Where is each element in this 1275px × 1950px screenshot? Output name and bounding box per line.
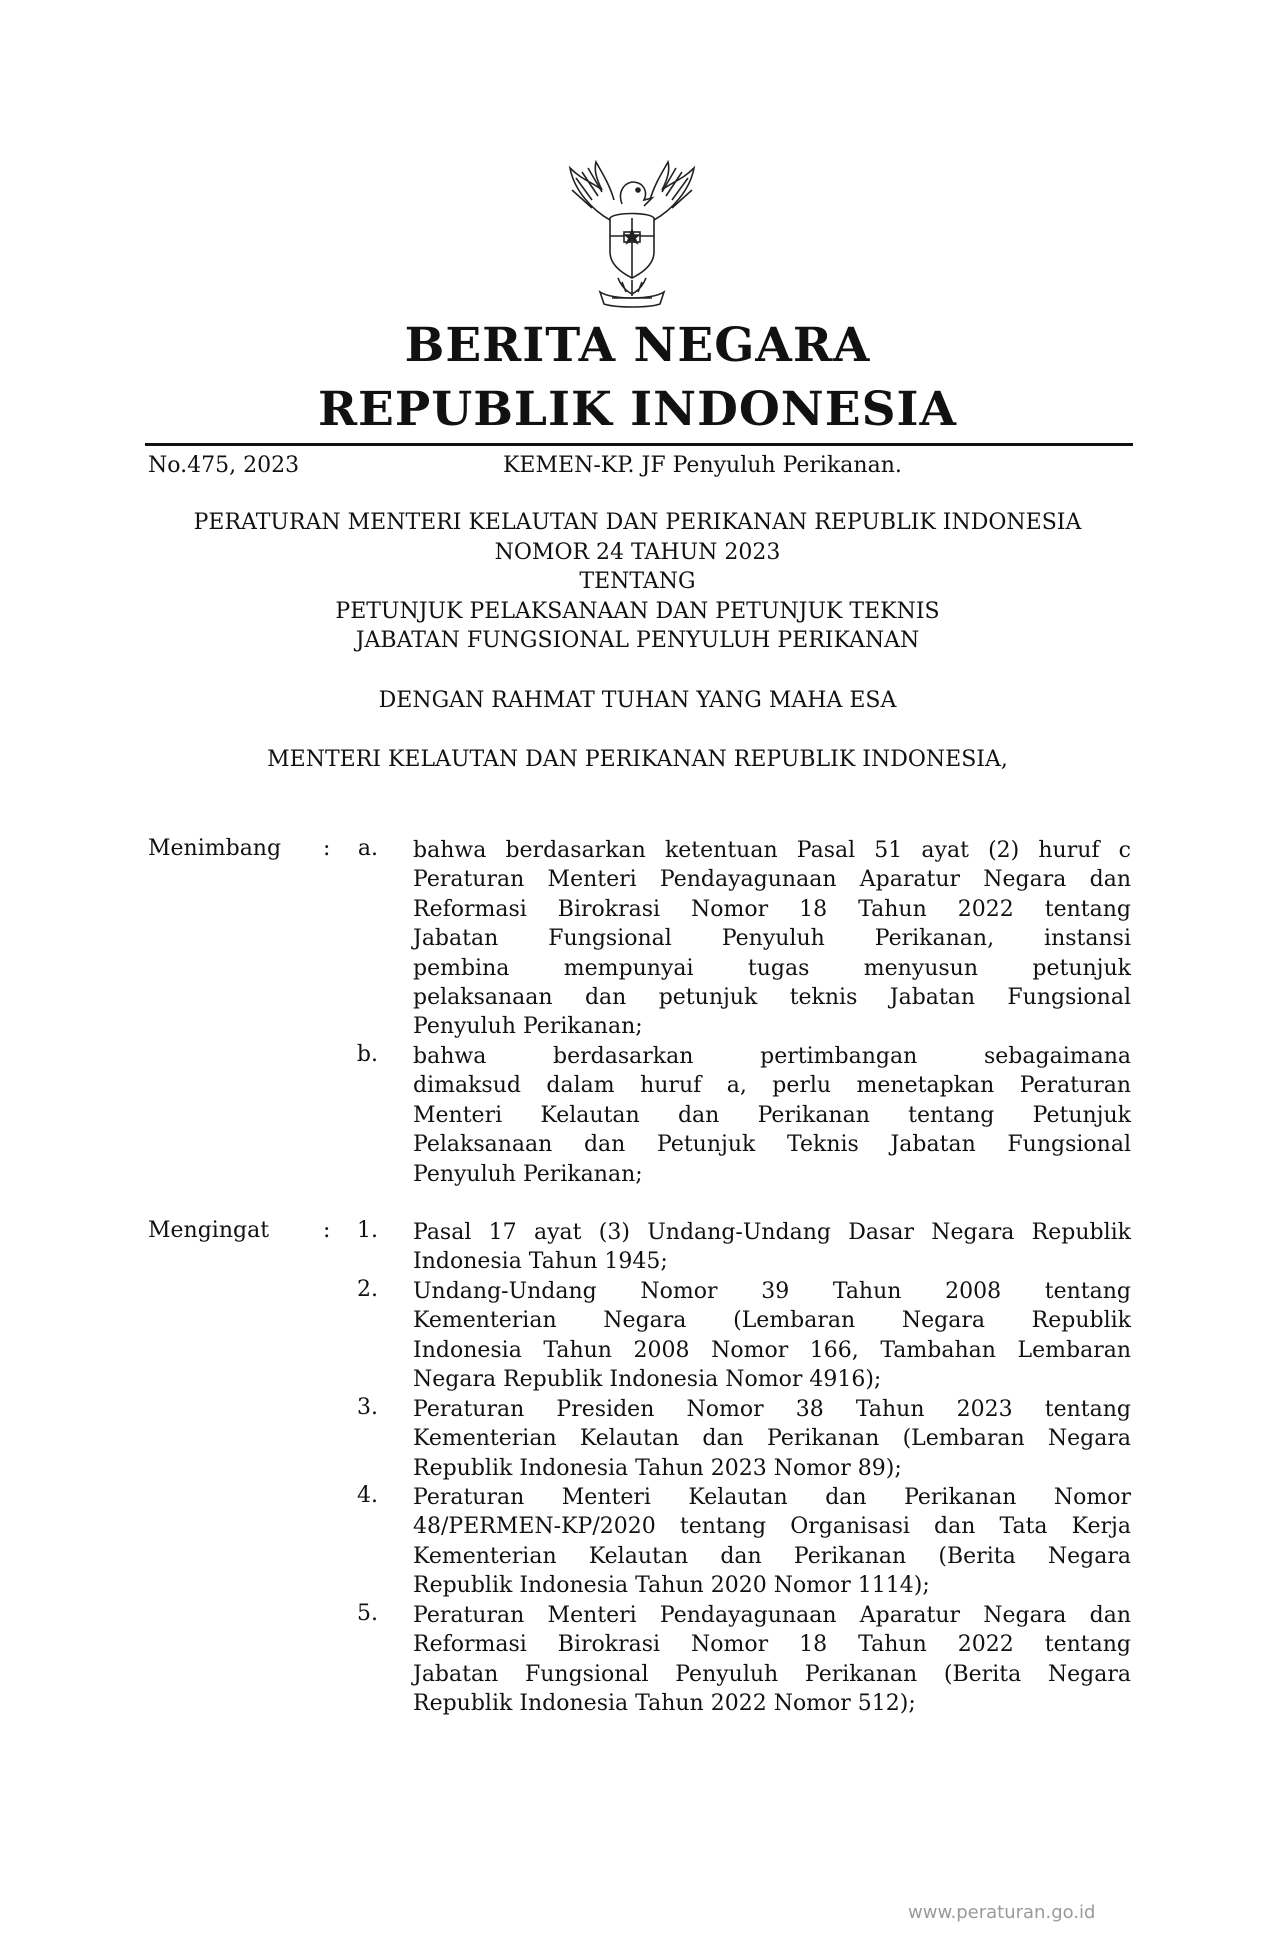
item-line: Kementerian Negara (Lembaran Negara Republik bbox=[413, 1308, 1131, 1334]
item-line: Peraturan Presiden Nomor 38 Tahun 2023 tentang bbox=[413, 1397, 1131, 1422]
item-line: 48/PERMEN-KP/2020 tentang Organisasi dan Tata Kerja bbox=[413, 1514, 1131, 1540]
gazette-subtitle: REPUBLIK INDONESIA bbox=[317, 382, 957, 437]
item-line: Reformasi Birokrasi Nomor 18 Tahun 2022 tentang bbox=[413, 1632, 1131, 1658]
regulation-tentang: TENTANG bbox=[579, 569, 696, 594]
mengingat-colon: : bbox=[323, 1218, 331, 1243]
mengingat-item-2 bbox=[413, 1277, 1131, 1395]
item-line: Kementerian Kelautan dan Perikanan (Lembaran Negara bbox=[413, 1426, 1131, 1452]
item-line: Pasal 17 ayat (3) Undang-Undang Dasar Negara Republik bbox=[413, 1220, 1131, 1245]
gazette-topic: KEMEN-KP. JF Penyuluh Perikanan. bbox=[503, 453, 902, 478]
menimbang-colon: : bbox=[323, 836, 331, 861]
item-line: Penyuluh Perikanan; bbox=[413, 1161, 643, 1187]
list-marker: a. bbox=[357, 836, 378, 861]
mengingat-item-4 bbox=[413, 1483, 1131, 1601]
item-line: bahwa berdasarkan ketentuan Pasal 51 ayat (2) huruf c bbox=[413, 838, 1131, 863]
list-marker: 3. bbox=[357, 1395, 378, 1420]
regulation-subject-line: JABATAN FUNGSIONAL PENYULUH PERIKANAN bbox=[355, 628, 920, 653]
invocation: DENGAN RAHMAT TUHAN YANG MAHA ESA bbox=[378, 688, 897, 713]
item-line: Republik Indonesia Tahun 2023 Nomor 89); bbox=[413, 1455, 902, 1481]
item-line: Jabatan Fungsional Penyuluh Perikanan (Berita Negara bbox=[413, 1661, 1131, 1687]
item-line: Undang-Undang Nomor 39 Tahun 2008 tentang bbox=[413, 1279, 1131, 1304]
item-line: pelaksanaan dan petunjuk teknis Jabatan Fungsional bbox=[413, 985, 1131, 1011]
regulation-number: NOMOR 24 TAHUN 2023 bbox=[494, 540, 781, 565]
item-line: bahwa berdasarkan pertimbangan sebagaimana bbox=[413, 1044, 1131, 1069]
source-url-watermark: www.peraturan.go.id bbox=[908, 1902, 1096, 1923]
garuda-emblem-icon bbox=[552, 160, 712, 312]
item-line: Peraturan Menteri Kelautan dan Perikanan Nomor bbox=[413, 1485, 1131, 1510]
item-line: Negara Republik Indonesia Nomor 4916); bbox=[413, 1367, 882, 1393]
item-line: Republik Indonesia Tahun 2022 Nomor 512); bbox=[413, 1691, 916, 1717]
item-line: Jabatan Fungsional Penyuluh Perikanan, instansi bbox=[413, 926, 1131, 952]
minister-heading: MENTERI KELAUTAN DAN PERIKANAN REPUBLIK INDONESIA, bbox=[267, 747, 1008, 772]
item-line: dimaksud dalam huruf a, perlu menetapkan Peraturan bbox=[413, 1073, 1131, 1099]
gazette-number: No.475, 2023 bbox=[148, 453, 300, 478]
gazette-title: BERITA NEGARA bbox=[404, 318, 871, 373]
item-line: Indonesia Tahun 2008 Nomor 166, Tambahan Lembaran bbox=[413, 1337, 1131, 1363]
list-marker: 4. bbox=[357, 1483, 378, 1508]
mengingat-item-5 bbox=[413, 1601, 1131, 1719]
header-divider bbox=[145, 443, 1133, 446]
mengingat-item-3 bbox=[413, 1395, 1131, 1483]
mengingat-item-1 bbox=[413, 1218, 1131, 1277]
menimbang-item-b bbox=[413, 1042, 1131, 1189]
list-marker: 2. bbox=[357, 1277, 378, 1302]
item-line: Peraturan Menteri Pendayagunaan Aparatur Negara dan bbox=[413, 867, 1131, 893]
list-marker: 1. bbox=[357, 1218, 378, 1243]
list-marker: 5. bbox=[357, 1601, 378, 1626]
item-line: Peraturan Menteri Pendayagunaan Aparatur Negara dan bbox=[413, 1603, 1131, 1628]
item-line: Kementerian Kelautan dan Perikanan (Berita Negara bbox=[413, 1543, 1131, 1569]
item-line: Pelaksanaan dan Petunjuk Teknis Jabatan Fungsional bbox=[413, 1132, 1131, 1158]
item-line: Penyuluh Perikanan; bbox=[413, 1014, 643, 1040]
item-line: Reformasi Birokrasi Nomor 18 Tahun 2022 tentang bbox=[413, 896, 1131, 922]
item-line: pembina mempunyai tugas menyusun petunjuk bbox=[413, 955, 1131, 981]
menimbang-label: Menimbang bbox=[148, 836, 282, 861]
item-line: Republik Indonesia Tahun 2020 Nomor 1114); bbox=[413, 1573, 930, 1599]
regulation-title-line: PERATURAN MENTERI KELAUTAN DAN PERIKANAN REPUBLIK INDONESIA bbox=[193, 510, 1082, 535]
menimbang-item-a bbox=[413, 836, 1131, 1042]
list-marker: b. bbox=[356, 1042, 378, 1067]
item-line: Menteri Kelautan dan Perikanan tentang Petunjuk bbox=[413, 1102, 1131, 1128]
item-line: Indonesia Tahun 1945; bbox=[413, 1249, 668, 1275]
regulation-subject-line: PETUNJUK PELAKSANAAN DAN PETUNJUK TEKNIS bbox=[335, 599, 940, 624]
mengingat-label: Mengingat bbox=[148, 1218, 270, 1243]
